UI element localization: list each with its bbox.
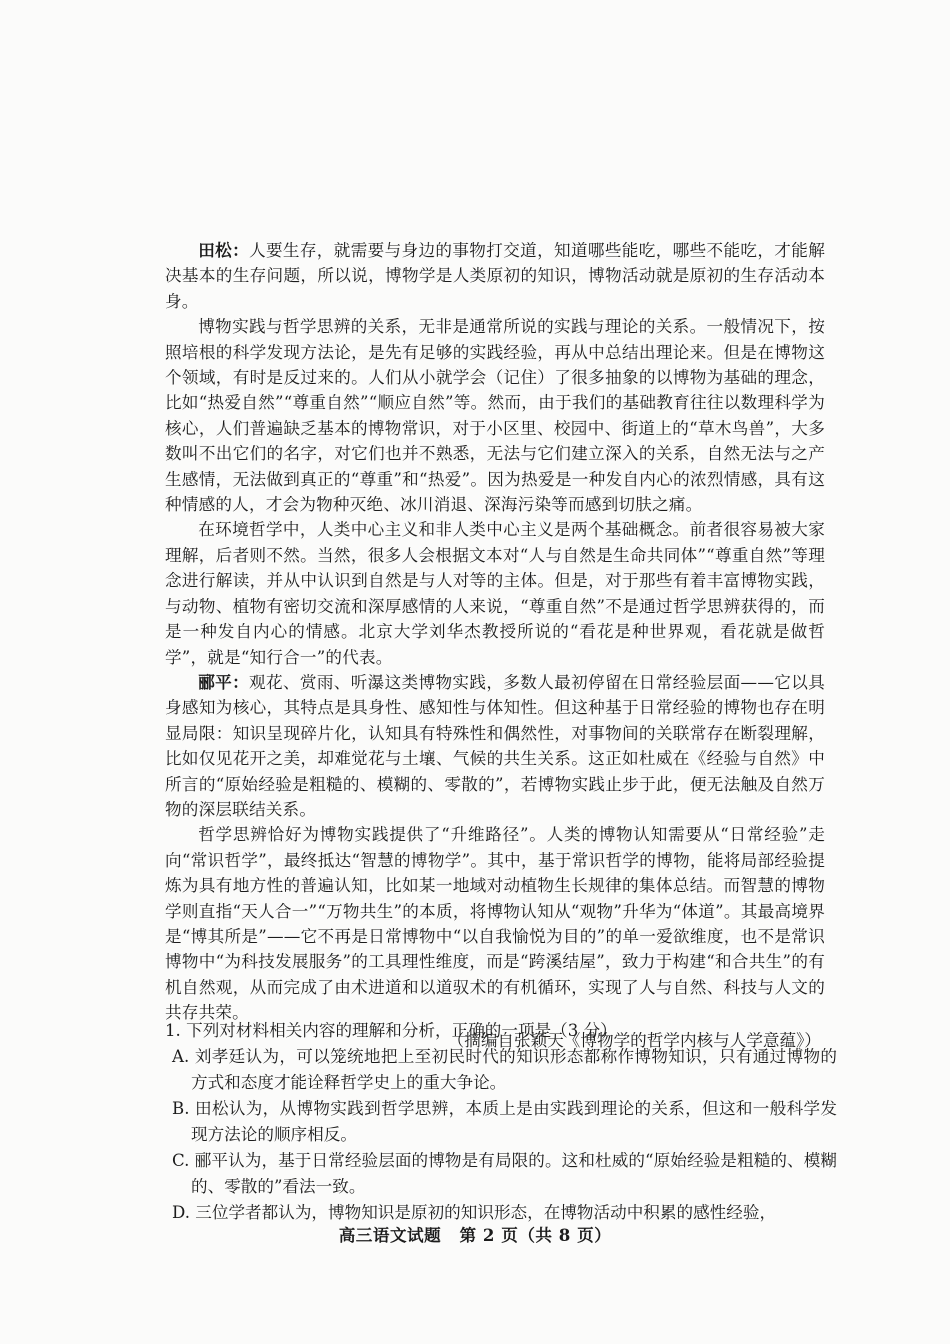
paragraph-liping-1 xyxy=(165,670,825,822)
page-footer xyxy=(0,1222,950,1246)
footer-page-number: 第 2 页（共 8 页） xyxy=(459,1225,612,1245)
paragraph-liping-2: 哲学思辨恰好为博物实践提供了“升维路径”。人类的博物认知需要从“日常经验”走向“常识哲学”，最终抵达“智慧的博物学”。其中，基于常识哲学的博物，能将局部经验提炼为具有地方性的普遍认知，比如某一地域对动植物生长规律的集体总结。而智慧的博物学则直指“天人合一”“万物共生”的本质，将博物认知从“观物”升华为“体道”。其最高境界是“博其所是”——它不再是日常博物中“以自我愉悦为目的”的单一爱欲维度，也不是常识博物中“为科技发展服务”的工具理性维度，而是“跨溪结屋”，致力于构建“和合共生”的有机自然观，从而完成了由术进道和以道驭术的有机循环，实现了人与自然、科技与人文的共存共荣。 xyxy=(165,825,825,1023)
footer-title: 高三语文试题 xyxy=(338,1225,442,1245)
option-c: C. 郦平认为，基于日常经验层面的博物是有局限的。这和杜威的“原始经验是粗糙的、模糊的、零散的”看法一致。 xyxy=(172,1151,837,1196)
question-1 xyxy=(165,1018,837,1226)
speaker-label: 田松： xyxy=(198,240,250,260)
option-b: B. 田松认为，从博物实践到哲学思辨，本质上是由实践到理论的关系，但这和一般科学发现方法论的顺序相反。 xyxy=(172,1099,837,1144)
option-a: A. 刘孝廷认为，可以笼统地把上至初民时代的知识形态都称作博物知识，只有通过博物的方式和态度才能诠释哲学史上的重大争论。 xyxy=(172,1047,837,1092)
paragraph-tiansong-3: 在环境哲学中，人类中心主义和非人类中心主义是两个基础概念。前者很容易被大家理解，后者则不然。当然，很多人会根据文本对“人与自然是生命共同体”“尊重自然”等理念进行解读，并从中认识到自然是与人对等的主体。但是，对于那些有着丰富博物实践，与动物、植物有密切交流和深厚感情的人来说，“尊重自然”不是通过哲学思辨获得的，而是一种发自内心的情感。北京大学刘华杰教授所说的“看花是种世界观，看花就是做哲学”，就是“知行合一”的代表。 xyxy=(165,520,825,667)
paragraph-tiansong-2: 博物实践与哲学思辨的关系，无非是通常所说的实践与理论的关系。一般情况下，按照培根的科学发现方法论，是先有足够的实践经验，再从中总结出理论来。但是在博物这个领域，有时是反过来的。人们从小就学会（记住）了很多抽象的以博物为基础的理念，比如“热爱自然”“尊重自然”“顺应自然”等。然而，由于我们的基础教育往往以数理科学为核心，人们普遍缺乏基本的博物常识，对于小区里、校园中、街道上的“草木鸟兽”，大多数叫不出它们的名字，对它们也并不熟悉，无法与它们建立深入的关系，自然无法与之产生感情，无法做到真正的“尊重”和“热爱”。因为热爱是一种发自内心的浓烈情感，具有这种情感的人，才会为物种灭绝、冰川消退、深海污染等而感到切肤之痛。 xyxy=(165,317,825,515)
paragraph-text: 人要生存，就需要与身边的事物打交道，知道哪些能吃，哪些不能吃，才能解决基本的生存问题，所以说，博物学是人类原初的知识，博物活动就是原初的生存活动本身。 xyxy=(165,241,825,311)
question-stem: 1. 下列对材料相关内容的理解和分析，正确的一项是（3 分） xyxy=(165,1021,617,1040)
paragraph-text: 观花、赏雨、听瀑这类博物实践，多数人最初停留在日常经验层面——它以具身感知为核心，其特点是具身性、感知性与体知性。但这种基于日常经验的博物也存在明显局限：知识呈现碎片化，认知具有特殊性和偶然性，对事物间的关联常存在断裂理解，比如仅见花开之美，却难觉花与土壤、气候的共生关系。这正如杜威在《经验与自然》中所言的“原始经验是粗糙的、模糊的、零散的”，若博物实践止步于此，便无法触及自然万物的深层联结关系。 xyxy=(165,672,825,819)
article-body xyxy=(165,238,825,1054)
paragraph-tiansong-1 xyxy=(165,238,825,314)
source-citation: （摘编自张颖天《博物学的哲学内核与人学意蕴》） xyxy=(447,1030,821,1050)
option-d: D. 三位学者都认为，博物知识是原初的知识形态，在博物活动中积累的感性经验， xyxy=(172,1203,777,1222)
speaker-label: 郦平： xyxy=(198,671,250,692)
